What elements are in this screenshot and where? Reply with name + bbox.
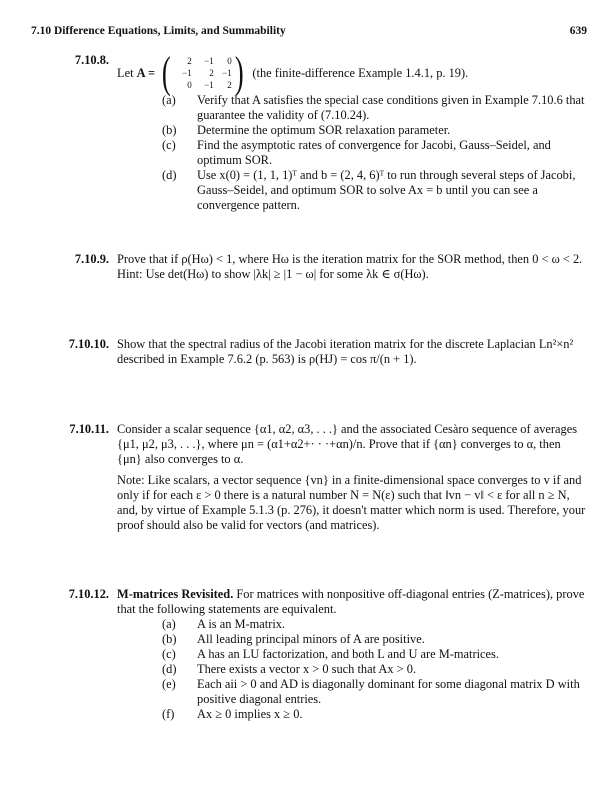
part-a: (a) Verify that A satisfies the special case conditions given in Example 7.10.6 that guarantee the validity of (7.10.24). xyxy=(162,93,585,122)
parts-list xyxy=(157,617,587,722)
exercise-number: 7.10.12. xyxy=(68,587,109,601)
exercise-intro: For matrices with nonpositive off-diagonal entries (Z-matrices), prove that the following statements are equivalent. xyxy=(117,587,585,616)
exercise-7-10-12 xyxy=(68,587,587,722)
matrix-entry: 0 xyxy=(227,56,232,66)
matrix-entry: −1 xyxy=(204,56,214,66)
matrix-entry: 2 xyxy=(209,68,214,78)
exercise-number: 7.10.11. xyxy=(69,422,109,436)
matrix-label: A = xyxy=(136,66,156,80)
exercise-7-10-9 xyxy=(74,252,587,282)
part-c: (c) Find the asymptotic rates of convergence for Jacobi, Gauss–Seidel, and optimum SOR. xyxy=(162,138,551,167)
matrix-entry: 0 xyxy=(187,80,192,90)
part-b: (b) Determine the optimum SOR relaxation parameter. xyxy=(162,123,451,137)
exercise-text: Consider a scalar sequence {α1, α2, α3, . . .} and the associated Cesàro sequence of averages {μ1, μ2, μ3, . . .}, where μn = (α1+α2+· · ·+αn)/n. Prove that if {αn} converges to α, then {μn} also converges to α. xyxy=(117,422,578,466)
matrix-entry: −1 xyxy=(204,80,214,90)
section-title: 7.10 Difference Equations, Limits, and Summability xyxy=(31,25,286,37)
exercise-number: 7.10.10. xyxy=(68,337,109,351)
matrix-entries xyxy=(174,55,232,91)
exercise-text: Show that the spectral radius of the Jacobi iteration matrix for the discrete Laplacian Ln²×n² described in Example 7.6.2 (p. 563) is ρ(HJ) = cos π/(n + 1). xyxy=(117,337,574,366)
exercise-7-10-11 xyxy=(69,422,587,533)
part-d: (d) Use x(0) = (1, 1, 1)ᵀ and b = (2, 4, 6)ᵀ to run through several steps of Jacobi, Gauss–Seidel, and optimum SOR to solve Ax = b until you can see a convergence pattern. xyxy=(162,168,576,212)
matrix-entry: −1 xyxy=(182,68,192,78)
matrix-entry: −1 xyxy=(222,68,232,78)
part-c: (c) A has an LU factorization, and both L and U are M-matrices. xyxy=(162,647,499,661)
exercise-note: Note: Like scalars, a vector sequence {vn} in a finite-dimensional space converges to v if and only if for each ε > 0 there is a natural number N = N(ε) such that ‖vn − v‖ < ε for all n ≥ N, and, by virtue of Example 5.1.3 (p. 276), it doesn't matter which norm is used. Therefore, your proof should also be valid for vectors (and matrices). xyxy=(117,473,586,532)
parts-list xyxy=(157,93,587,213)
exercise-7-10-8 xyxy=(74,48,587,213)
exercise-statement xyxy=(117,587,587,617)
page-number: 639 xyxy=(569,25,587,37)
exercise-title: M-matrices Revisited. xyxy=(117,587,234,601)
part-a: (a) A is an M-matrix. xyxy=(162,617,286,631)
exercise-statement xyxy=(117,48,587,97)
part-d: (d) There exists a vector x > 0 such that Ax > 0. xyxy=(162,662,417,676)
exercise-number: 7.10.8. xyxy=(74,53,109,67)
matrix-A: ( 2 −1 0 −1 2 −1 0 −1 2 ) xyxy=(161,48,244,97)
running-header xyxy=(31,24,587,39)
part-e: (e) Each aii > 0 and AD is diagonally dominant for some diagonal matrix D with positive diagonal entries. xyxy=(162,677,580,706)
matrix-entry: 2 xyxy=(187,56,192,66)
matrix-caption: (the finite-difference Example 1.4.1, p. 19). xyxy=(252,66,469,80)
matrix-entry: 2 xyxy=(227,80,232,90)
part-f: (f) Ax ≥ 0 implies x ≥ 0. xyxy=(162,707,303,721)
part-b: (b) All leading principal minors of A are positive. xyxy=(162,632,425,646)
exercise-number: 7.10.9. xyxy=(74,252,109,266)
exercise-text: Prove that if ρ(Hω) < 1, where Hω is the iteration matrix for the SOR method, then 0 < ω < 2. Hint: Use det(Hω) to show |λk| ≥ |1 − ω| for some λk ∈ σ(Hω). xyxy=(117,252,583,281)
let-word: Let xyxy=(117,66,134,80)
exercise-7-10-10 xyxy=(68,337,587,367)
